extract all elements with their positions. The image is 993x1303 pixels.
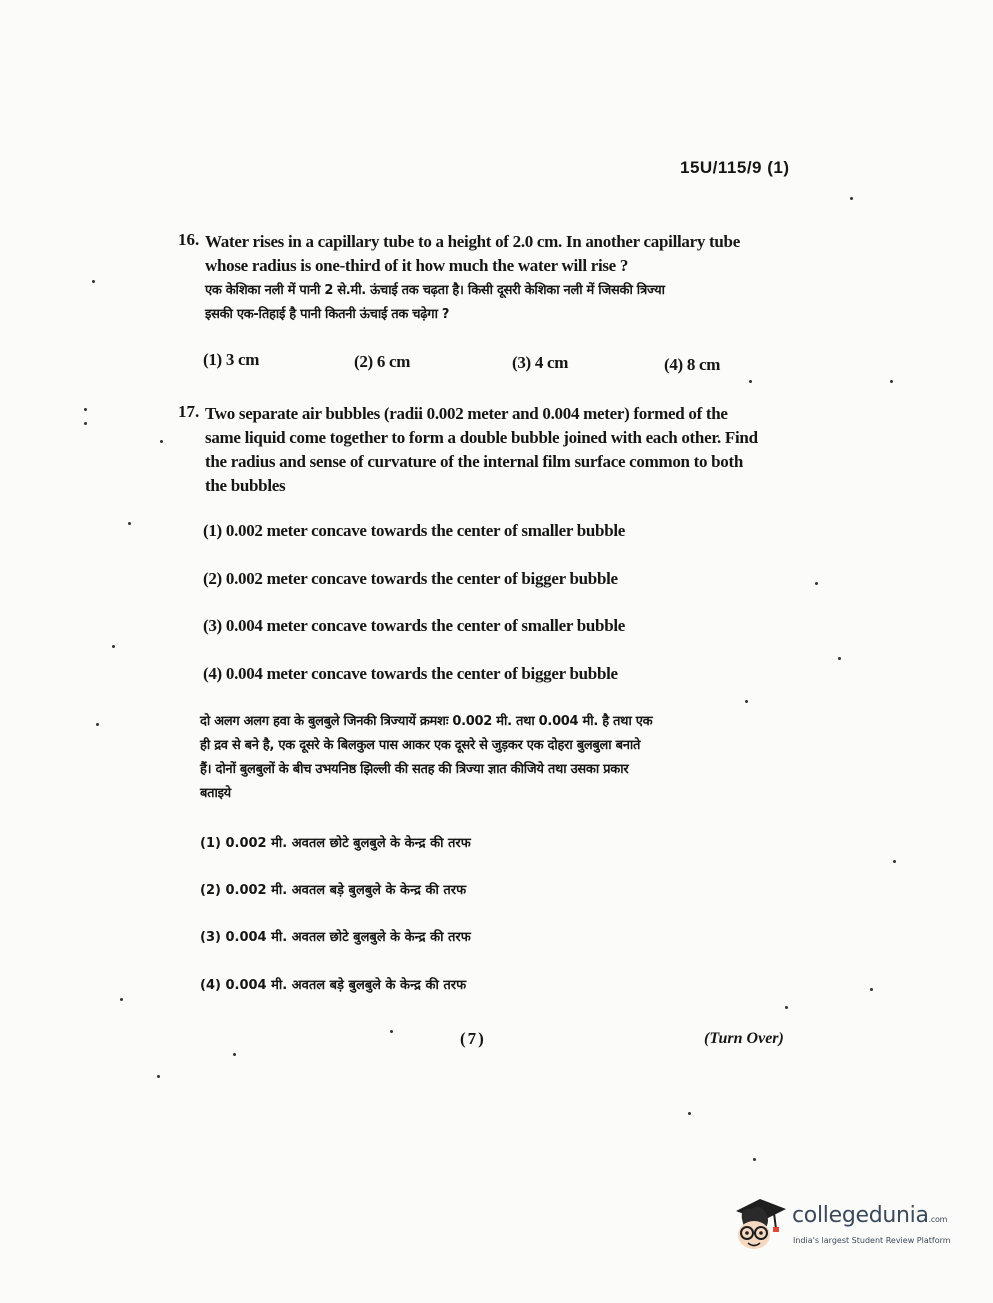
question-17-hi-line-1: दो अलग अलग हवा के बुलबुले जिनकी त्रिज्यायें क्रमशः 0.002 मी. तथा 0.004 मी. है तथा एक: [200, 714, 653, 729]
scan-speck: [870, 988, 873, 991]
scan-speck: [96, 723, 99, 726]
question-16-hi-line-1: एक केशिका नली में पानी 2 से.मी. ऊंचाई तक चढ़ता है। किसी दूसरी केशिका नली में जिसकी त्रिज्या: [205, 283, 665, 298]
question-17-hindi-option-1: (1) 0.002 मी. अवतल छोटे बुलबुले के केन्द्र की तरफ: [200, 836, 471, 851]
watermark-name-text: collegedunia: [792, 1203, 929, 1228]
scan-speck: [84, 422, 87, 425]
question-17-en-line-4: the bubbles: [205, 476, 286, 495]
scan-speck: [815, 582, 818, 585]
question-17-english: [205, 402, 805, 498]
question-17-hi-line-2: ही द्रव से बने है, एक दूसरे के बिलकुल पास आकर एक दूसरे से जुड़कर एक दोहरा बुलबुला बनाते: [200, 738, 641, 753]
question-16-option-3: (3) 4 cm: [512, 353, 569, 372]
question-17-hindi-option-2: (2) 0.002 मी. अवतल बड़े बुलबुले के केन्द्र की तरफ: [200, 883, 467, 898]
question-17-option-4: (4) 0.004 meter concave towards the center of bigger bubble: [203, 664, 618, 683]
watermark-tagline: India's largest Student Review Platform: [793, 1236, 951, 1245]
question-17-hindi-option-3: (3) 0.004 मी. अवतल छोटे बुलबुले के केन्द्र की तरफ: [200, 930, 471, 945]
paper-code: 15U/115/9 (1): [680, 158, 790, 177]
collegedunia-watermark: [730, 1195, 960, 1265]
question-17-en-line-1: Two separate air bubbles (radii 0.002 meter and 0.004 meter) formed of the: [205, 404, 728, 423]
scan-speck: [128, 522, 131, 525]
scan-speck: [390, 1030, 393, 1033]
question-17-en-line-2: same liquid come together to form a double bubble joined with each other. Find: [205, 428, 758, 447]
page-number: (7): [460, 1029, 486, 1048]
question-16-english: [205, 230, 805, 278]
watermark-domain-suffix: .com: [928, 1215, 948, 1224]
question-16-option-1: (1) 3 cm: [203, 350, 260, 369]
question-17-number: 17.: [178, 402, 200, 421]
scan-speck: [233, 1053, 236, 1056]
question-16-en-line-1: Water rises in a capillary tube to a height of 2.0 cm. In another capillary tube: [205, 232, 740, 251]
question-17-hindi-option-4: (4) 0.004 मी. अवतल बड़े बुलबुले के केन्द्र की तरफ: [200, 978, 467, 993]
scan-speck: [890, 380, 893, 383]
scan-speck: [753, 1158, 756, 1161]
question-16-hindi: [205, 279, 805, 327]
watermark-brand-name: [792, 1203, 947, 1228]
question-16-option-4: (4) 8 cm: [664, 355, 721, 374]
question-16-number: 16.: [178, 230, 200, 249]
question-17-en-line-3: the radius and sense of curvature of the internal film surface common to both: [205, 452, 744, 471]
question-16-option-2: (2) 6 cm: [354, 352, 411, 371]
scan-speck: [850, 197, 853, 200]
turn-over-note: (Turn Over): [704, 1030, 784, 1047]
scan-speck: [785, 1006, 788, 1009]
scan-speck: [157, 1075, 160, 1078]
question-17-option-2: (2) 0.002 meter concave towards the center of bigger bubble: [203, 569, 618, 588]
question-17-hindi: [200, 710, 800, 806]
scan-speck: [838, 657, 841, 660]
scan-speck: [688, 1112, 691, 1115]
question-17-option-3: (3) 0.004 meter concave towards the center of smaller bubble: [203, 616, 626, 635]
scan-speck: [893, 860, 896, 863]
scan-speck: [160, 440, 163, 443]
scan-speck: [84, 408, 87, 411]
scan-speck: [745, 700, 748, 703]
scan-speck: [749, 380, 752, 383]
question-16-hi-line-2: इसकी एक-तिहाई है पानी कितनी ऊंचाई तक चढ़ेगा ?: [205, 307, 450, 322]
mascot-graduation-cap-icon: [730, 1195, 790, 1257]
scan-speck: [112, 645, 115, 648]
question-16-en-line-2: whose radius is one-third of it how much the water will rise ?: [205, 256, 629, 275]
question-17-hi-line-3: हैं। दोनों बुलबुलों के बीच उभयनिष्ठ झिल्ली की सतह की त्रिज्या ज्ञात कीजिये तथा उसका प्रकार: [200, 762, 629, 777]
question-17-option-1: (1) 0.002 meter concave towards the center of smaller bubble: [203, 521, 626, 540]
question-17-hi-line-4: बताइये: [200, 786, 231, 801]
scan-speck: [92, 280, 95, 283]
scan-speck: [120, 998, 123, 1001]
